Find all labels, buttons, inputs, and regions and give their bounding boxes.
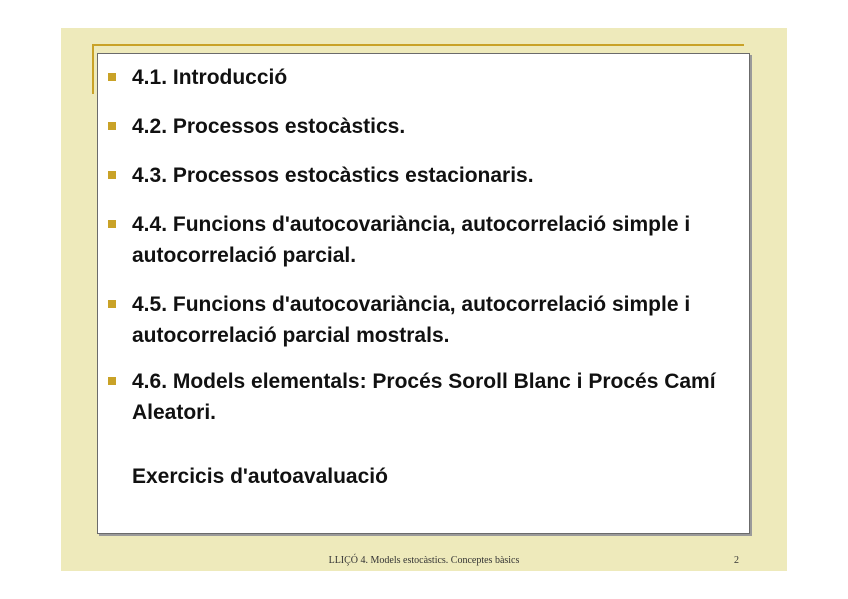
- accent-line-left: [92, 44, 94, 94]
- page-number: 2: [734, 555, 739, 566]
- list-item-text: 4.3. Processos estocàstics estacionaris.: [132, 164, 534, 187]
- list-item-4-6: [132, 366, 744, 428]
- list-item-text: 4.5. Funcions d'autocovariància, autocorrelació simple i autocorrelació parcial mostrals.: [132, 293, 691, 347]
- list-item-4-2: [132, 111, 744, 142]
- list-item-text: 4.2. Processos estocàstics.: [132, 115, 406, 138]
- list-item-4-5: [132, 289, 744, 351]
- list-item-4-1: [132, 62, 744, 93]
- exercises-heading: Exercicis d'autoavaluació: [132, 465, 388, 488]
- square-bullet-icon: [108, 220, 116, 228]
- accent-line-top: [92, 44, 744, 46]
- square-bullet-icon: [108, 122, 116, 130]
- list-item-text: 4.6. Models elementals: Procés Soroll Blanc i Procés Camí Aleatori.: [132, 370, 716, 424]
- list-item-4-4: [132, 209, 744, 271]
- square-bullet-icon: [108, 73, 116, 81]
- square-bullet-icon: [108, 377, 116, 385]
- list-item-text: 4.1. Introducció: [132, 66, 288, 89]
- square-bullet-icon: [108, 300, 116, 308]
- footer-title: LLIÇÓ 4. Models estocàstics. Conceptes bàsics: [328, 555, 520, 566]
- square-bullet-icon: [108, 171, 116, 179]
- list-item-text: 4.4. Funcions d'autocovariància, autocorrelació simple i autocorrelació parcial.: [132, 213, 691, 267]
- list-item-4-3: [132, 160, 744, 191]
